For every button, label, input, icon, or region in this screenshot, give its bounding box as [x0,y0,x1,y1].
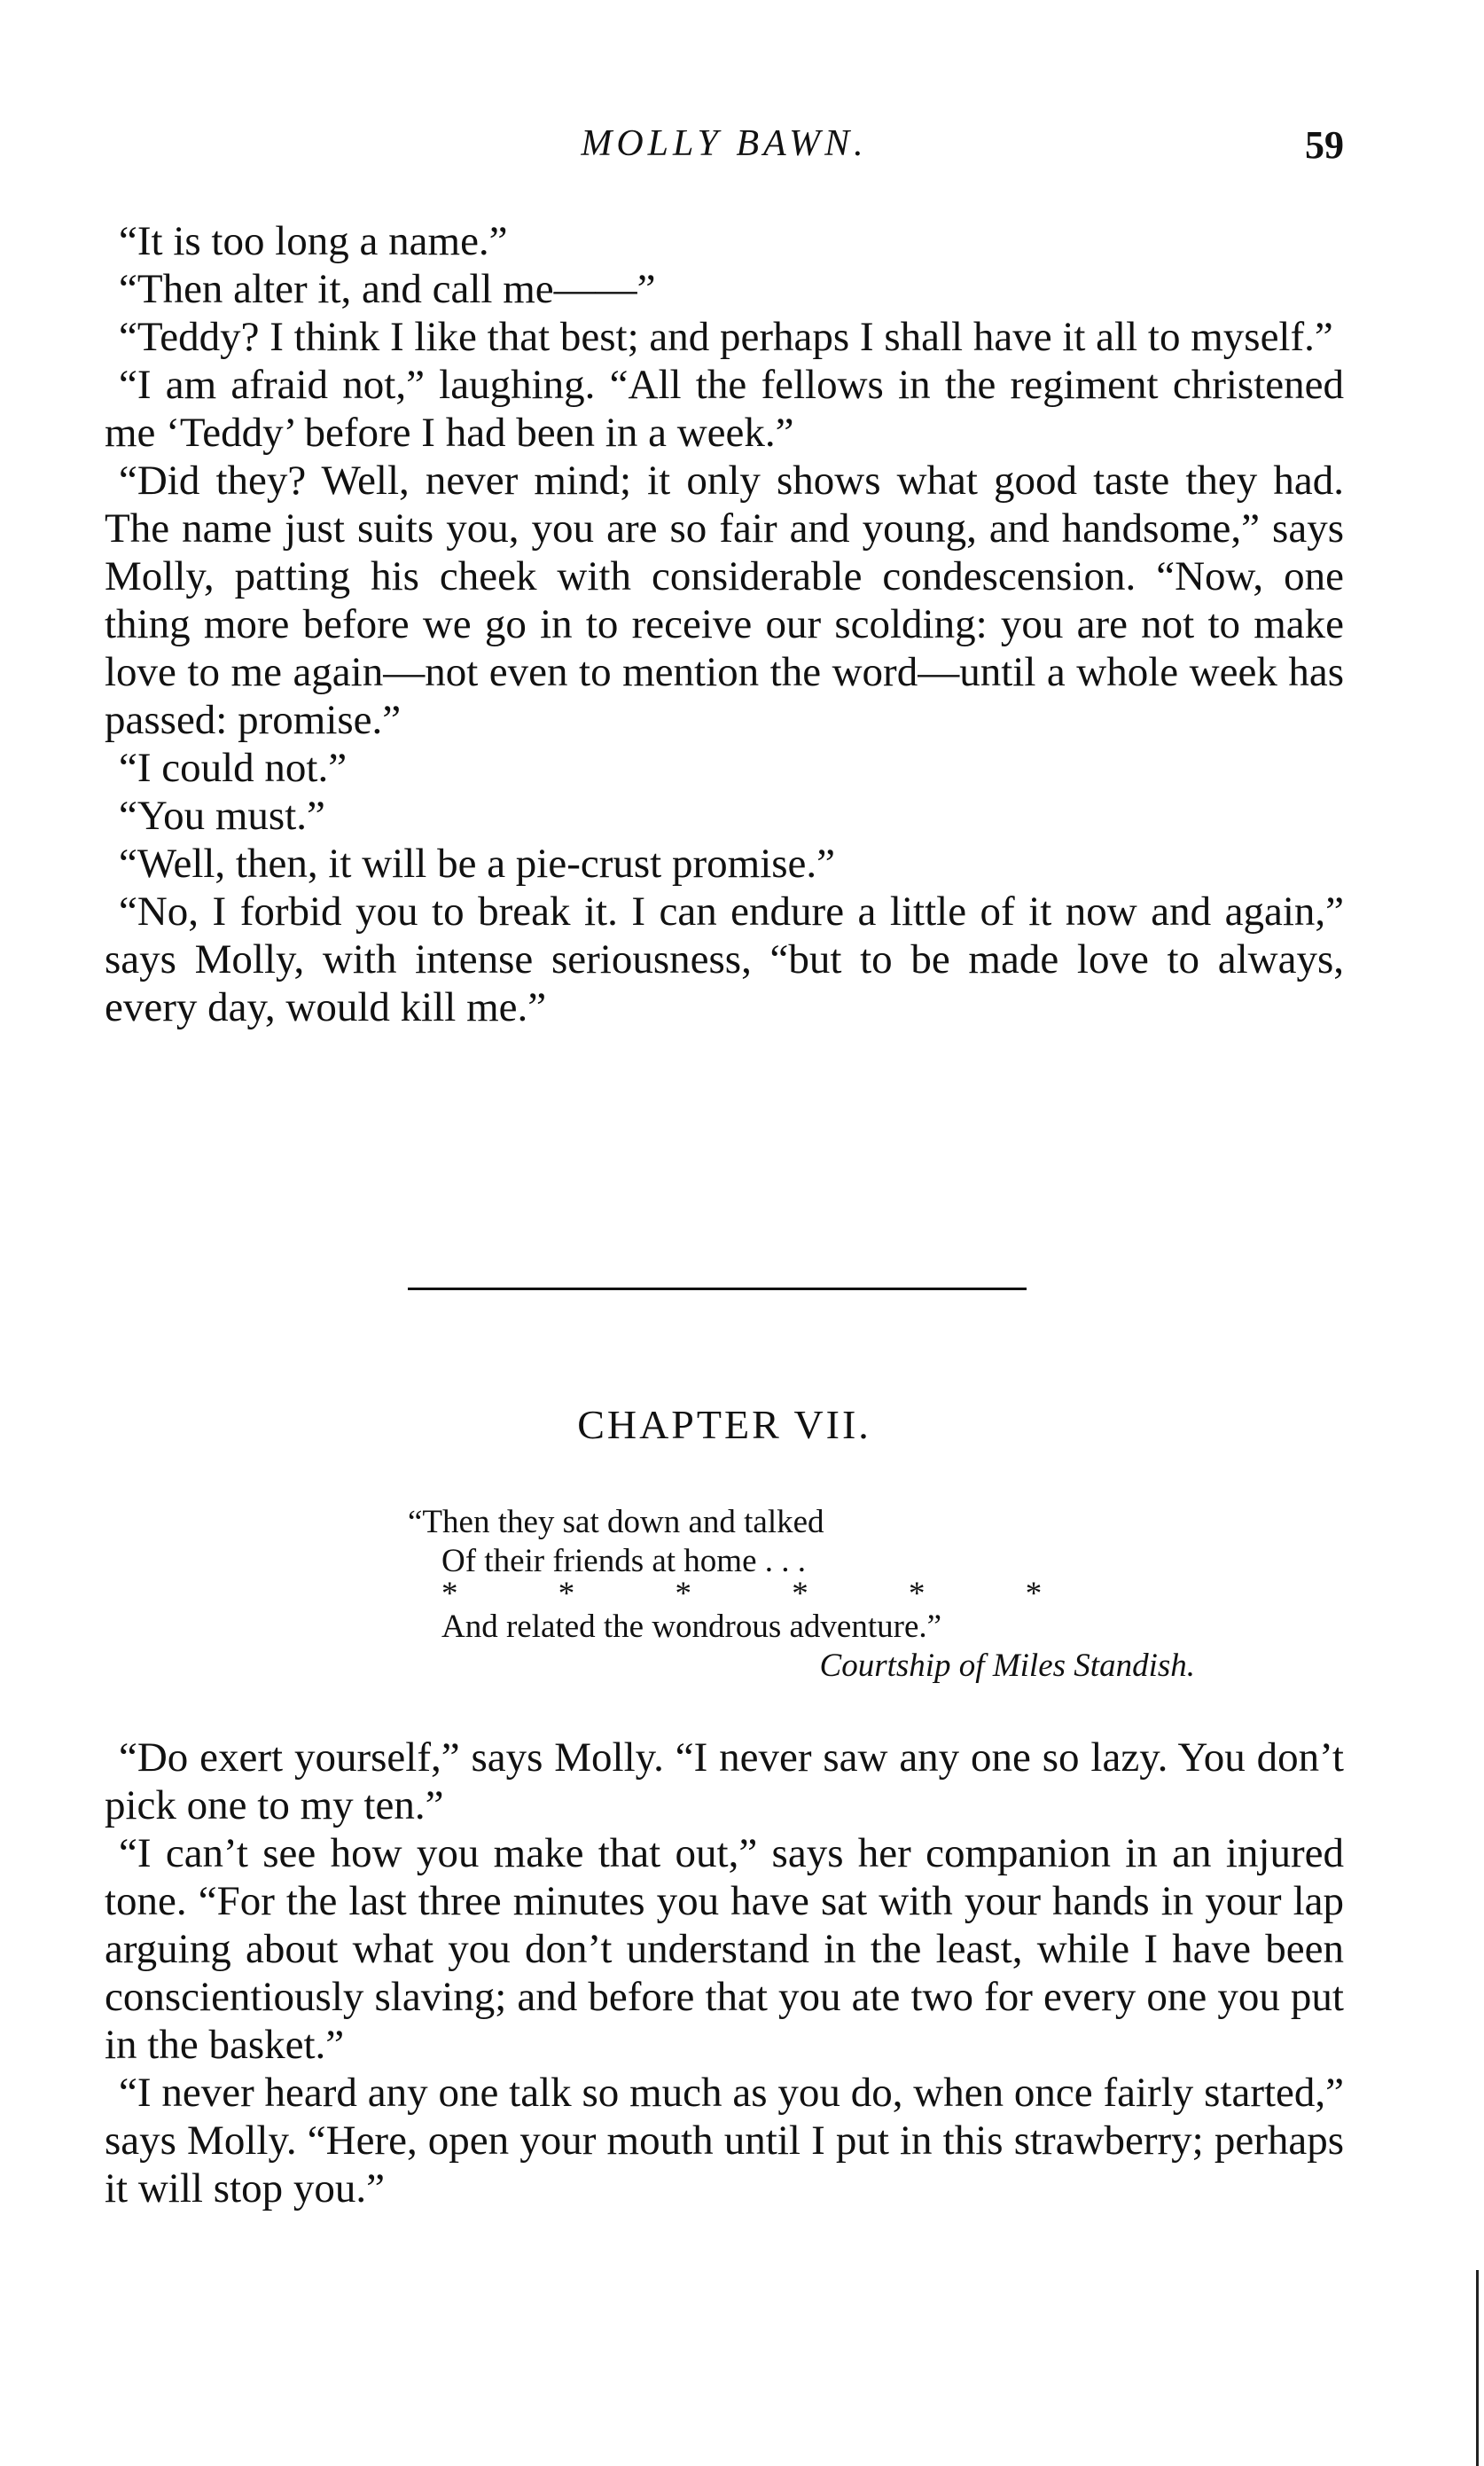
paragraph: “I can’t see how you make that out,” says her companion in an injured tone. “For the last three minutes you have sat with your hands in your lap arguing about what you don’t understand in the least, while I have been conscientiously slaving; and before that you ate two for every one you put in the basket.” [105,1830,1344,2068]
paragraph: “Did they? Well, never mind; it only shows what good taste they had. The name just suits you, you are so fair and young, and handsome,” says Molly, patting his cheek with considerable condescension. “Now, one thing more before we go in to receive our scolding: you are not to make love to me again—not even to mention the word—until a whole week has passed: promise.” [105,458,1344,743]
running-title: MOLLY BAWN. [581,123,868,164]
chapter-body [105,1734,1344,2212]
paragraph: “No, I forbid you to break it. I can endure a little of it now and again,” says Molly, with intense seriousness, “but to be made love to always, every day, would kill me.” [105,889,1344,1030]
paragraph: “Do exert yourself,” says Molly. “I never saw any one so lazy. You don’t pick one to my ten.” [105,1734,1344,1828]
section-divider [408,1288,1027,1290]
epigraph-line: “Then they sat down and talked [408,1504,824,1540]
paragraph: “Then alter it, and call me——” [119,266,656,312]
chapter-heading: CHAPTER VII. [577,1402,871,1447]
dialogue-section [105,217,1344,1031]
paragraph: “Well, then, it will be a pie-crust promise.” [119,841,836,887]
epigraph-source: Courtship of Miles Standish. [819,1648,1195,1684]
paragraph: “You must.” [119,793,325,839]
page-number: 59 [1305,123,1344,167]
page-header [105,122,1344,176]
paragraph: “It is too long a name.” [119,218,508,264]
page-edge-line [1476,2270,1479,2466]
paragraph: “I could not.” [119,745,348,791]
epigraph-line: And related the wondrous adventure.” [441,1609,942,1645]
paragraph: “Teddy? I think I like that best; and perhaps I shall have it all to myself.” [119,314,1333,360]
paragraph: “I am afraid not,” laughing. “All the fellows in the regiment christened me ‘Teddy’ before I had been in a week.” [105,362,1344,456]
epigraph-line: Of their friends at home . . . [441,1543,806,1579]
paragraph: “I never heard any one talk so much as you do, when once fairly started,” says Molly. “Here, open your mouth until I put in this strawberry; perhaps it will stop you.” [105,2070,1344,2212]
epigraph-ellipsis-stars: * * * * * * [441,1576,1089,1612]
epigraph [408,1503,1206,1686]
